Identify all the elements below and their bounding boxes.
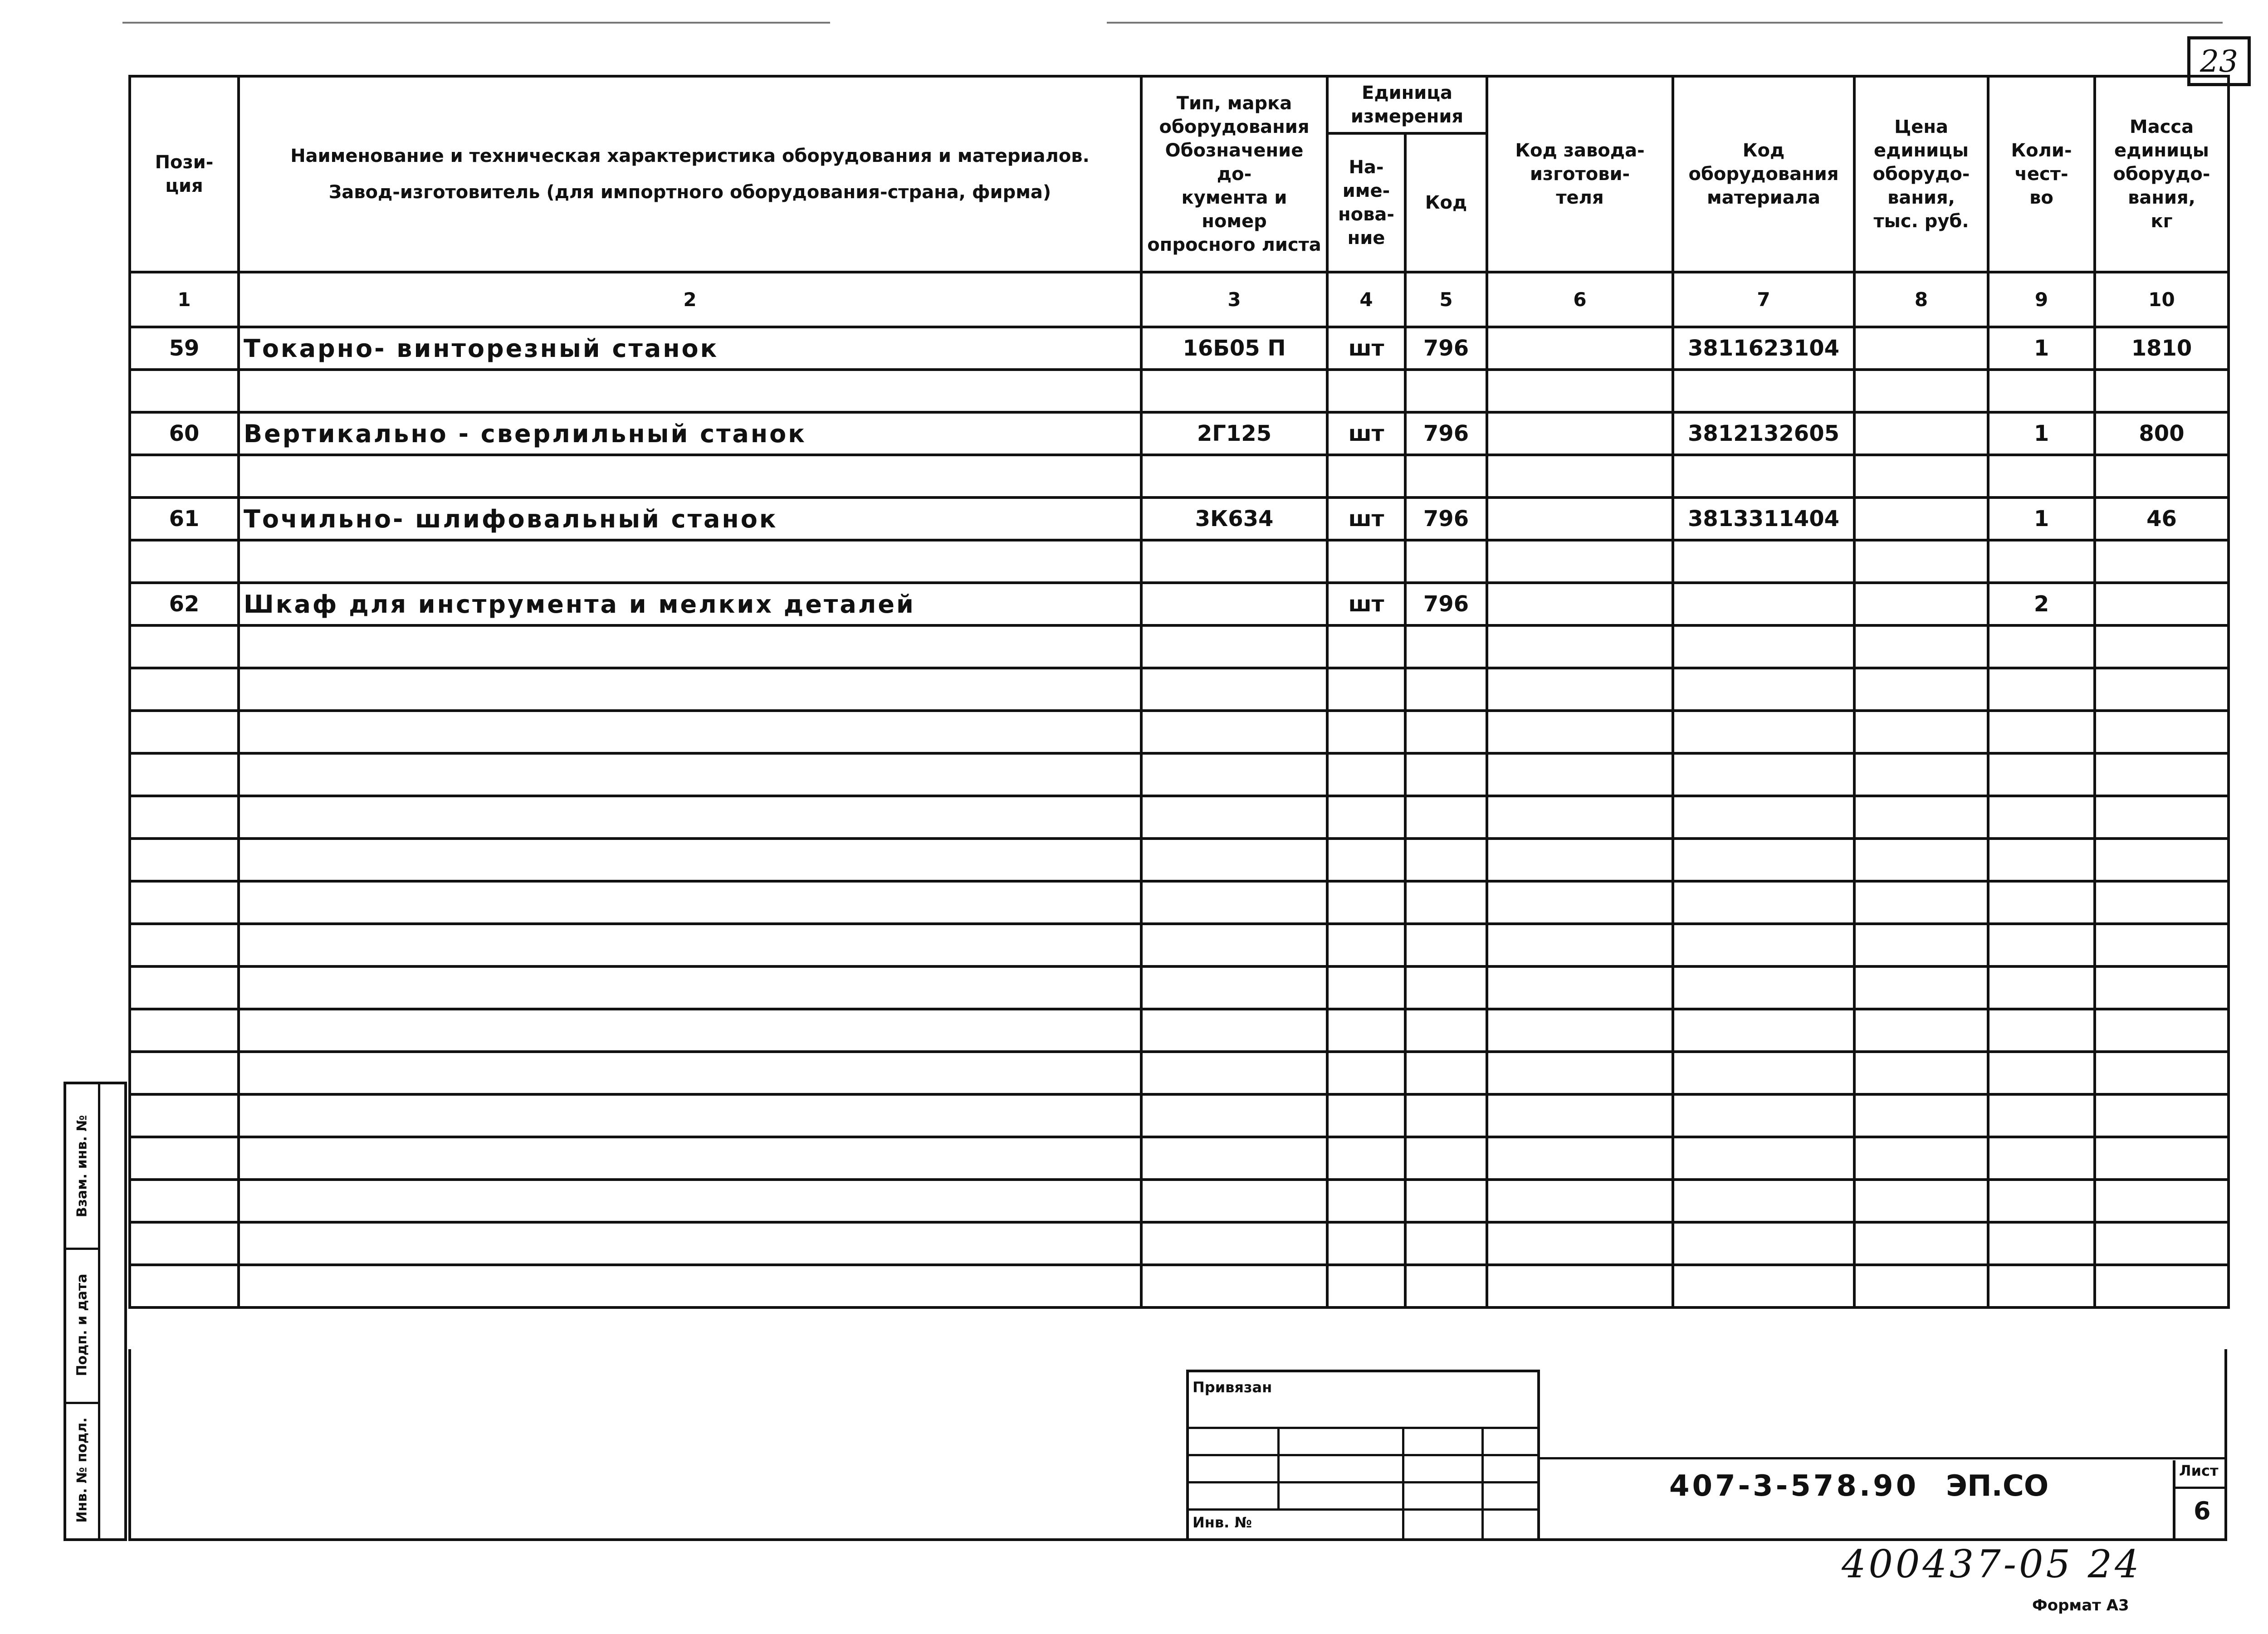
cell-unit: шт <box>1327 583 1405 625</box>
attach-line <box>1189 1481 1538 1483</box>
cell-plant-code <box>1487 498 1673 540</box>
cell-equipment-code: 3813311404 <box>1673 498 1854 540</box>
side-label-vzam: Взам. инв. № <box>74 1115 90 1217</box>
cell-price <box>1854 583 1988 625</box>
cell-type: 3К634 <box>1141 498 1327 540</box>
table-row-empty <box>130 540 2229 583</box>
cell-price <box>1854 498 1988 540</box>
sheet-top-number: 23 <box>2187 36 2251 86</box>
cell-unit: шт <box>1327 412 1405 455</box>
column-number: 2 <box>239 272 1141 327</box>
handwritten-number: 400437-05 24 <box>1842 1542 2142 1586</box>
header-plant-code: Код завода- изготови- теля <box>1487 76 1673 272</box>
attach-col <box>1277 1427 1280 1508</box>
header-equipment-code: Код оборудования материала <box>1673 76 1854 272</box>
attach-line <box>1189 1454 1538 1456</box>
table-row <box>130 498 2229 540</box>
header-unit: Единица измерения <box>1327 76 1487 133</box>
cell-price <box>1854 327 1988 370</box>
header-type: Тип, марка оборудования Обозначение до- кумента и номер опросного листа <box>1141 76 1327 272</box>
cell-quantity: 1 <box>1988 412 2095 455</box>
cell-equipment-code: 3811623104 <box>1673 327 1854 370</box>
side-cell-vzam <box>66 1084 98 1250</box>
title-block <box>128 1349 2227 1541</box>
cell-plant-code <box>1487 412 1673 455</box>
cell-price <box>1854 412 1988 455</box>
format-label: Формат А3 <box>2032 1596 2129 1614</box>
table-row-empty <box>130 711 2229 753</box>
header-unit-name: На- име- нова- ние <box>1327 133 1405 272</box>
cell-name: Шкаф для инструмента и мелких деталей <box>239 583 1141 625</box>
table-row-empty <box>130 370 2229 412</box>
attach-line <box>1189 1508 1538 1511</box>
side-cell-inv <box>66 1402 98 1538</box>
column-number: 3 <box>1141 272 1327 327</box>
cell-type <box>1141 583 1327 625</box>
column-number: 8 <box>1854 272 1988 327</box>
cell-equipment-code <box>1673 583 1854 625</box>
sheet-box <box>2173 1460 2227 1541</box>
cell-position: 62 <box>130 583 239 625</box>
header-price: Цена единицы оборудо- вания, тыс. руб. <box>1854 76 1988 272</box>
side-label-inv: Инв. № подл. <box>74 1417 90 1523</box>
document-code: 407-3-578.90 <box>1669 1469 1919 1503</box>
table-row-empty <box>130 1137 2229 1180</box>
sheet-line <box>2175 1487 2227 1489</box>
cell-position: 60 <box>130 412 239 455</box>
top-rule-left <box>122 22 830 24</box>
column-number: 1 <box>130 272 239 327</box>
table-row-empty <box>130 839 2229 881</box>
column-number: 9 <box>1988 272 2095 327</box>
side-label-podp: Подп. и дата <box>74 1273 90 1376</box>
header-name-line2: Завод-изготовитель (для импортного оборудования-страна, фирма) <box>328 182 1051 203</box>
header-name-line1: Наименование и техническая характеристика оборудования и материалов. <box>290 146 1090 166</box>
table-row-empty <box>130 881 2229 924</box>
attach-col <box>1481 1427 1484 1540</box>
table-row-empty <box>130 668 2229 711</box>
cell-name: Точильно- шлифовальный станок <box>239 498 1141 540</box>
column-number: 10 <box>2095 272 2229 327</box>
sheet-label: Лист <box>2179 1462 2219 1479</box>
header-unit-code: Код <box>1405 133 1487 272</box>
cell-position: 59 <box>130 327 239 370</box>
table-row-empty <box>130 924 2229 966</box>
table-row-empty <box>130 1265 2229 1307</box>
attached-label: Привязан <box>1193 1379 1272 1396</box>
table-row-empty <box>130 1052 2229 1094</box>
inv-no-label: Инв. № <box>1193 1514 1252 1531</box>
cell-unit-code: 796 <box>1405 327 1487 370</box>
table-row-empty <box>130 1094 2229 1137</box>
table-row-empty <box>130 455 2229 498</box>
cell-position: 61 <box>130 498 239 540</box>
header-name <box>239 76 1141 272</box>
section-code: ЭП.СО <box>1946 1469 2049 1503</box>
title-block-divider <box>1538 1457 2227 1459</box>
side-stamp <box>64 1082 127 1541</box>
cell-equipment-code: 3812132605 <box>1673 412 1854 455</box>
table-row-empty <box>130 753 2229 796</box>
cell-unit-code: 796 <box>1405 583 1487 625</box>
cell-unit: шт <box>1327 327 1405 370</box>
table-row-empty <box>130 625 2229 668</box>
column-number-row <box>130 272 2229 327</box>
column-number: 6 <box>1487 272 1673 327</box>
top-rule-right <box>1107 22 2223 24</box>
cell-quantity: 2 <box>1988 583 2095 625</box>
table-row-empty <box>130 796 2229 839</box>
attach-line <box>1189 1427 1538 1429</box>
table-row-empty <box>130 1180 2229 1222</box>
table-row <box>130 327 2229 370</box>
table-row-empty <box>130 966 2229 1009</box>
cell-quantity: 1 <box>1988 498 2095 540</box>
cell-unit-code: 796 <box>1405 412 1487 455</box>
cell-plant-code <box>1487 583 1673 625</box>
specification-table <box>128 75 2230 1309</box>
cell-name: Вертикально - сверлильный станок <box>239 412 1141 455</box>
header-position: Пози- ция <box>130 76 239 272</box>
table-row <box>130 583 2229 625</box>
sheet-number: 6 <box>2194 1497 2211 1525</box>
column-number: 4 <box>1327 272 1405 327</box>
table-row-empty <box>130 1009 2229 1052</box>
table-row-empty <box>130 1222 2229 1265</box>
cell-unit: шт <box>1327 498 1405 540</box>
cell-name: Токарно- винторезный станок <box>239 327 1141 370</box>
attach-col <box>1402 1427 1404 1540</box>
cell-type: 2Г125 <box>1141 412 1327 455</box>
cell-type: 16Б05 П <box>1141 327 1327 370</box>
side-stamp-labels <box>66 1084 100 1538</box>
cell-plant-code <box>1487 327 1673 370</box>
cell-unit-code: 796 <box>1405 498 1487 540</box>
attachment-block <box>1186 1370 1540 1541</box>
cell-quantity: 1 <box>1988 327 2095 370</box>
cell-mass <box>2095 583 2229 625</box>
cell-mass: 800 <box>2095 412 2229 455</box>
side-cell-podp <box>66 1248 98 1404</box>
cell-mass: 1810 <box>2095 327 2229 370</box>
table-row <box>130 412 2229 455</box>
header-quantity: Коли- чест- во <box>1988 76 2095 272</box>
cell-mass: 46 <box>2095 498 2229 540</box>
column-number: 7 <box>1673 272 1854 327</box>
column-number: 5 <box>1405 272 1487 327</box>
header-mass: Масса единицы оборудо- вания, кг <box>2095 76 2229 272</box>
